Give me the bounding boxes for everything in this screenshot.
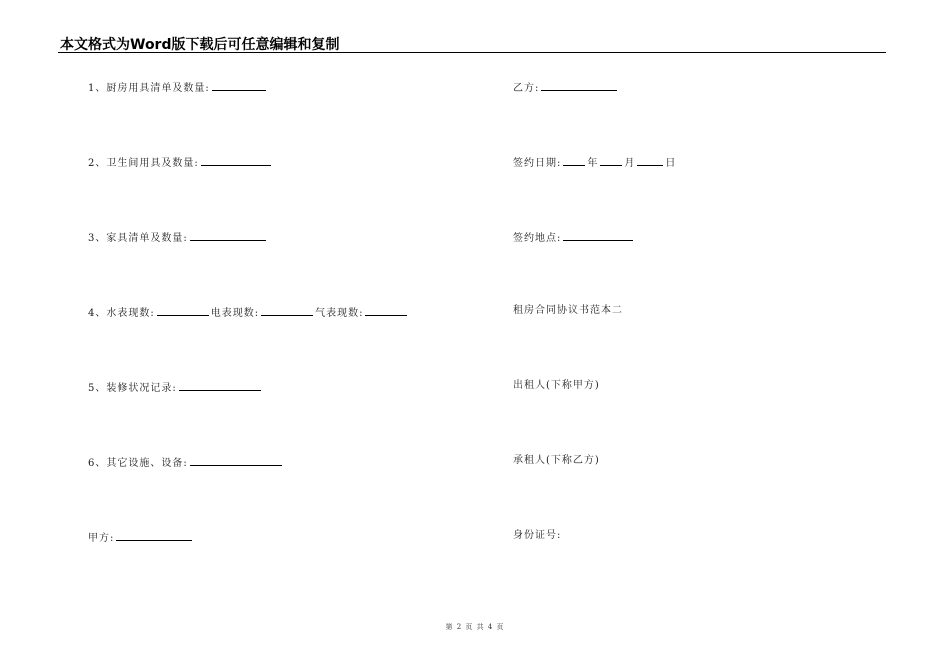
id-number-label: 身份证号: [513,530,562,541]
bathroom-items-line [88,154,273,171]
kitchen-items-label: 1、厨房用具清单及数量: [88,83,210,94]
gas-meter-label: 气表现数: [315,308,364,319]
party-a-label: 甲方: [88,533,115,544]
water-meter-label: 4、水表现数: [88,308,155,319]
water-meter-blank[interactable] [157,304,209,316]
gas-meter-blank[interactable] [365,304,407,316]
meter-readings-line [88,304,409,321]
sample-title: 租房合同协议书范本二 [513,305,623,316]
furniture-items-label: 3、家具清单及数量: [88,233,188,244]
sign-date-line [513,154,676,171]
sign-place-label: 签约地点: [513,233,562,244]
furniture-items-blank[interactable] [190,229,266,241]
day-label: 日 [665,158,677,169]
header-divider [58,52,886,53]
lessee-label: 承租人(下称乙方) [513,455,600,466]
year-blank[interactable] [563,154,585,166]
decoration-record-line [88,379,263,396]
kitchen-items-line [88,79,268,96]
bathroom-items-label: 2、卫生间用具及数量: [88,158,199,169]
year-label: 年 [587,158,599,169]
decoration-record-blank[interactable] [179,379,261,391]
other-facilities-line [88,454,284,471]
decoration-record-label: 5、装修状况记录: [88,383,177,394]
electric-meter-blank[interactable] [261,304,313,316]
document-header-title: 本文格式为Word版下载后可任意编辑和复制 [60,37,340,53]
party-b-label: 乙方: [513,83,540,94]
page-number-footer: 第 2 页 共 4 页 [445,623,505,631]
kitchen-items-blank[interactable] [212,79,266,91]
lessor-label: 出租人(下称甲方) [513,380,600,391]
party-b-blank[interactable] [541,79,617,91]
sign-place-blank[interactable] [563,229,633,241]
bathroom-items-blank[interactable] [201,154,271,166]
party-a-line [88,529,194,546]
month-blank[interactable] [600,154,622,166]
other-facilities-blank[interactable] [190,454,282,466]
party-b-line [513,79,619,96]
other-facilities-label: 6、其它设施、设备: [88,458,188,469]
furniture-items-line [88,229,268,246]
sign-place-line [513,229,635,246]
day-blank[interactable] [637,154,663,166]
month-label: 月 [624,158,636,169]
party-a-blank[interactable] [116,529,192,541]
electric-meter-label: 电表现数: [210,308,260,319]
sign-date-label: 签约日期: [513,158,562,169]
